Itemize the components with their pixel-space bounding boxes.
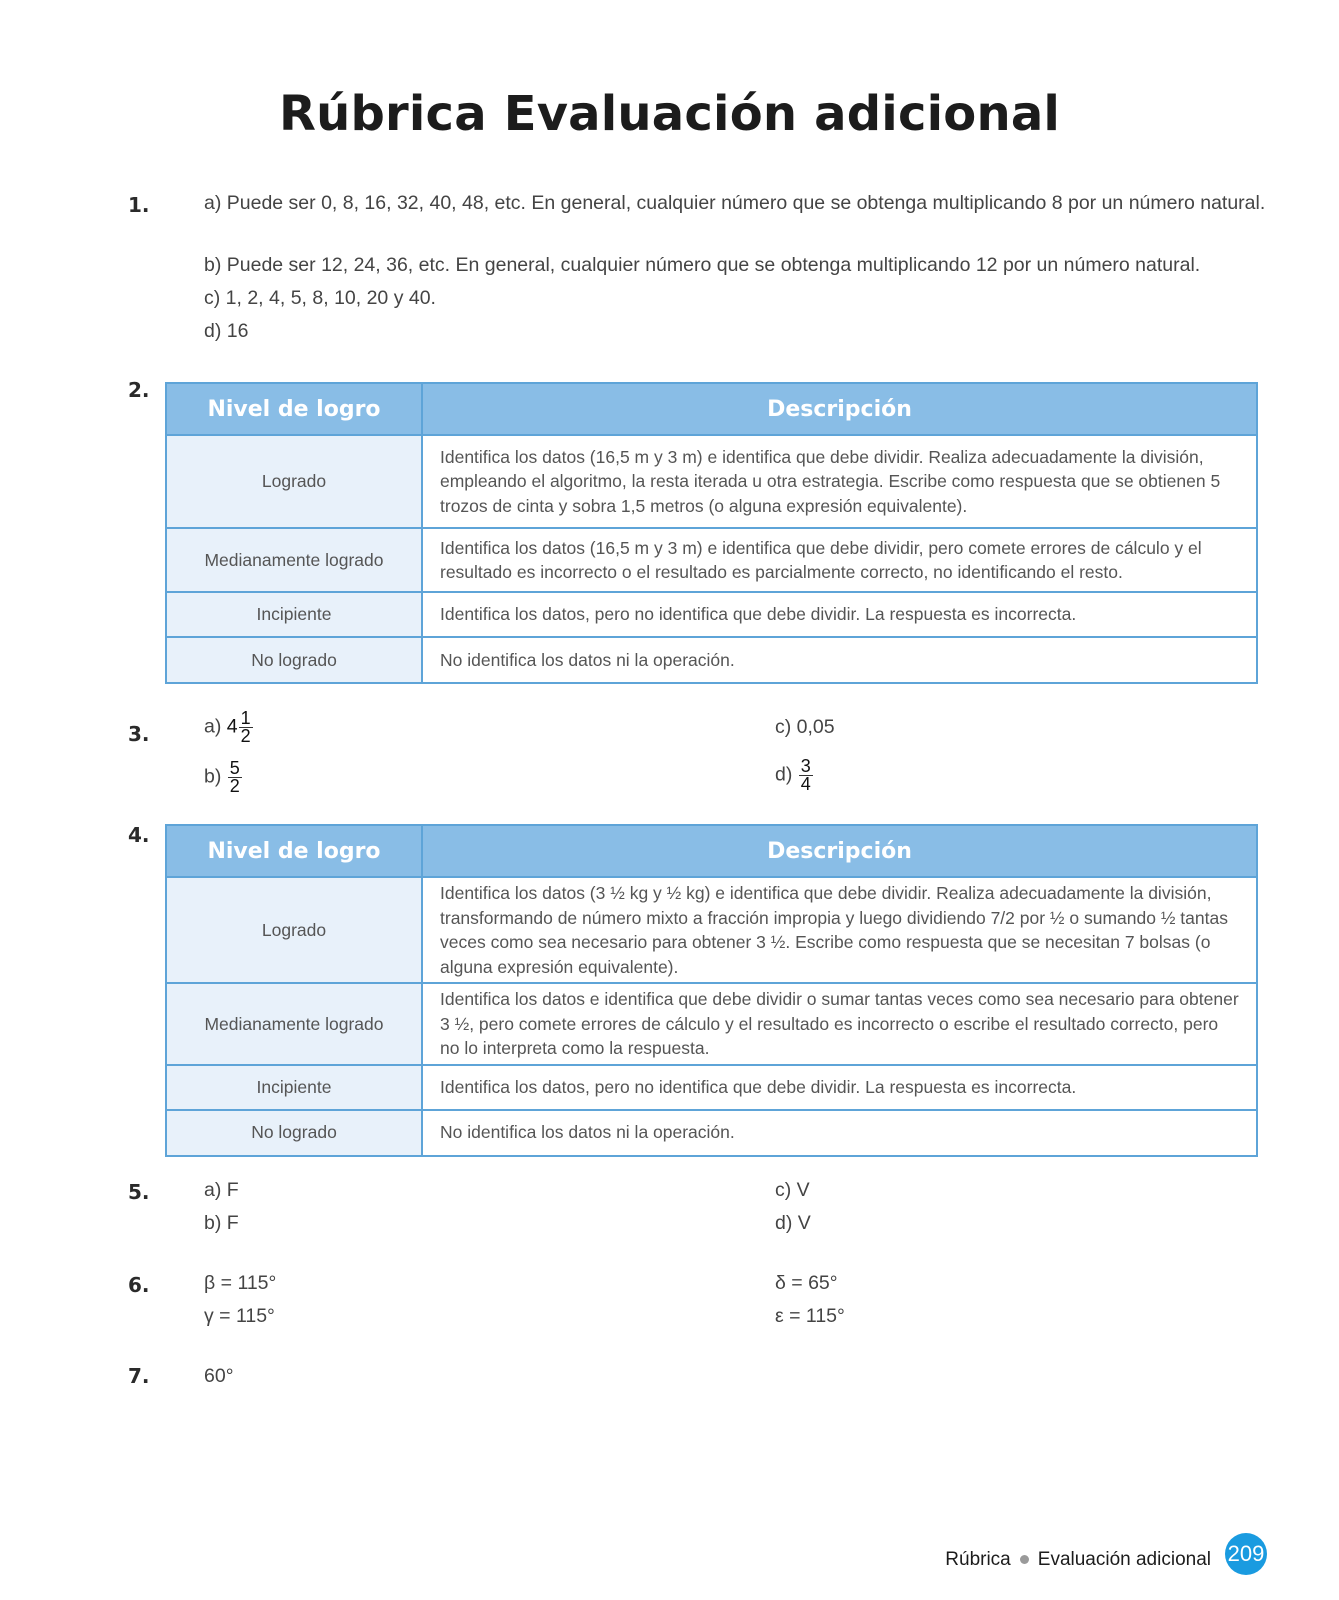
table-row xyxy=(166,435,1257,528)
question-7-number: 7. xyxy=(128,1364,150,1388)
q3-b-fraction xyxy=(228,760,242,795)
q5-answer-a: a) F xyxy=(204,1179,239,1201)
q3-answer-b xyxy=(204,760,242,795)
header-descripcion: Descripción xyxy=(422,383,1257,435)
denominator: 2 xyxy=(229,776,240,796)
level-cell: No logrado xyxy=(166,637,422,683)
level-cell: Logrado xyxy=(166,877,422,983)
q3-a-whole: 4 xyxy=(226,715,238,738)
q3-answer-a xyxy=(204,710,253,745)
q1-answer-b: b) Puede ser 12, 24, 36, etc. En general, cualquier número que se obtenga multiplicando 12 por un número natural. xyxy=(204,254,1201,276)
description-cell: Identifica los datos, pero no identifica que debe dividir. La respuesta es incorrecta. xyxy=(422,592,1257,637)
header-nivel-de-logro: Nivel de logro xyxy=(166,825,422,877)
q1-answer-a: a) Puede ser 0, 8, 16, 32, 40, 48, etc. En general, cualquier número que se obtenga multiplicando 8 por un número natural. xyxy=(204,192,1266,214)
level-cell: Logrado xyxy=(166,435,422,528)
page-number-badge: 209 xyxy=(1225,1533,1267,1575)
question-6-number: 6. xyxy=(128,1273,150,1297)
q3-answer-d xyxy=(775,758,813,793)
table-row xyxy=(166,983,1257,1065)
table-row xyxy=(166,1065,1257,1110)
question-3-number: 3. xyxy=(128,722,150,746)
numerator: 1 xyxy=(240,708,251,728)
description-cell: Identifica los datos (3 ½ kg y ½ kg) e identifica que debe dividir. Realiza adecuadamente la división, transformando de número mixto a fracción impropia y luego dividiendo 7/2 por ½ o sumando ½ tantas veces como sea necesario para obtener 3 ½. Escribe como respuesta que se necesitan 7 bolsas (o alguna expresión equivalente). xyxy=(422,877,1257,983)
description-cell: No identifica los datos ni la operación. xyxy=(422,1110,1257,1156)
table-row xyxy=(166,1110,1257,1156)
description-cell: Identifica los datos e identifica que debe dividir o sumar tantas veces como sea necesario para obtener 3 ½, pero comete errores de cálculo y el resultado es incorrecto o escribe el resultado correcto, pero no lo interpreta como la respuesta. xyxy=(422,983,1257,1065)
q3-b-label: b) xyxy=(204,765,222,788)
level-cell: Medianamente logrado xyxy=(166,983,422,1065)
description-cell: No identifica los datos ni la operación. xyxy=(422,637,1257,683)
rubric-table-q4 xyxy=(165,824,1258,1157)
rubric-table-q2 xyxy=(165,382,1258,684)
q5-answer-d: d) V xyxy=(775,1212,811,1234)
q6-beta: β = 115° xyxy=(204,1272,277,1294)
header-descripcion: Descripción xyxy=(422,825,1257,877)
denominator: 4 xyxy=(800,774,811,794)
description-cell: Identifica los datos (16,5 m y 3 m) e identifica que debe dividir, pero comete errores de cálculo y el resultado es incorrecto o el resultado es parcialmente correcto, no identificando el resto. xyxy=(422,528,1257,592)
table-row xyxy=(166,528,1257,592)
page-footer xyxy=(945,1549,1211,1571)
q3-d-label: d) xyxy=(775,763,793,786)
question-5-number: 5. xyxy=(128,1180,150,1204)
table-row xyxy=(166,637,1257,683)
question-4-number: 4. xyxy=(128,823,150,847)
numerator: 3 xyxy=(800,756,811,776)
q3-answer-c: c) 0,05 xyxy=(775,716,835,738)
description-cell: Identifica los datos, pero no identifica que debe dividir. La respuesta es incorrecta. xyxy=(422,1065,1257,1110)
footer-subsection: Evaluación adicional xyxy=(1037,1549,1211,1570)
table-row xyxy=(166,877,1257,983)
q6-delta: δ = 65° xyxy=(775,1272,838,1294)
denominator: 2 xyxy=(240,726,251,746)
table-row xyxy=(166,592,1257,637)
level-cell: No logrado xyxy=(166,1110,422,1156)
footer-separator-dot xyxy=(1020,1555,1029,1564)
q6-epsilon: ε = 115° xyxy=(775,1305,845,1327)
question-2-number: 2. xyxy=(128,378,150,402)
footer-section: Rúbrica xyxy=(945,1549,1011,1570)
q7-answer: 60° xyxy=(204,1365,234,1387)
q5-answer-b: b) F xyxy=(204,1212,239,1234)
level-cell: Incipiente xyxy=(166,592,422,637)
q5-answer-c: c) V xyxy=(775,1179,810,1201)
q1-answer-c: c) 1, 2, 4, 5, 8, 10, 20 y 40. xyxy=(204,287,436,309)
level-cell: Medianamente logrado xyxy=(166,528,422,592)
q3-d-fraction xyxy=(799,758,813,793)
q1-answer-d: d) 16 xyxy=(204,320,249,342)
question-1-number: 1. xyxy=(128,193,150,217)
q3-a-label: a) xyxy=(204,715,222,738)
description-cell: Identifica los datos (16,5 m y 3 m) e identifica que debe dividir. Realiza adecuadamente la división, empleando el algoritmo, la resta iterada u otra estrategia. Escribe como respuesta que se obtienen 5 trozos de cinta y sobra 1,5 metros (o alguna expresión equivalente). xyxy=(422,435,1257,528)
page-title: Rúbrica Evaluación adicional xyxy=(278,86,1061,142)
header-nivel-de-logro: Nivel de logro xyxy=(166,383,422,435)
q6-gamma: γ = 115° xyxy=(204,1305,275,1327)
level-cell: Incipiente xyxy=(166,1065,422,1110)
numerator: 5 xyxy=(229,758,240,778)
q3-a-fraction xyxy=(239,710,253,745)
